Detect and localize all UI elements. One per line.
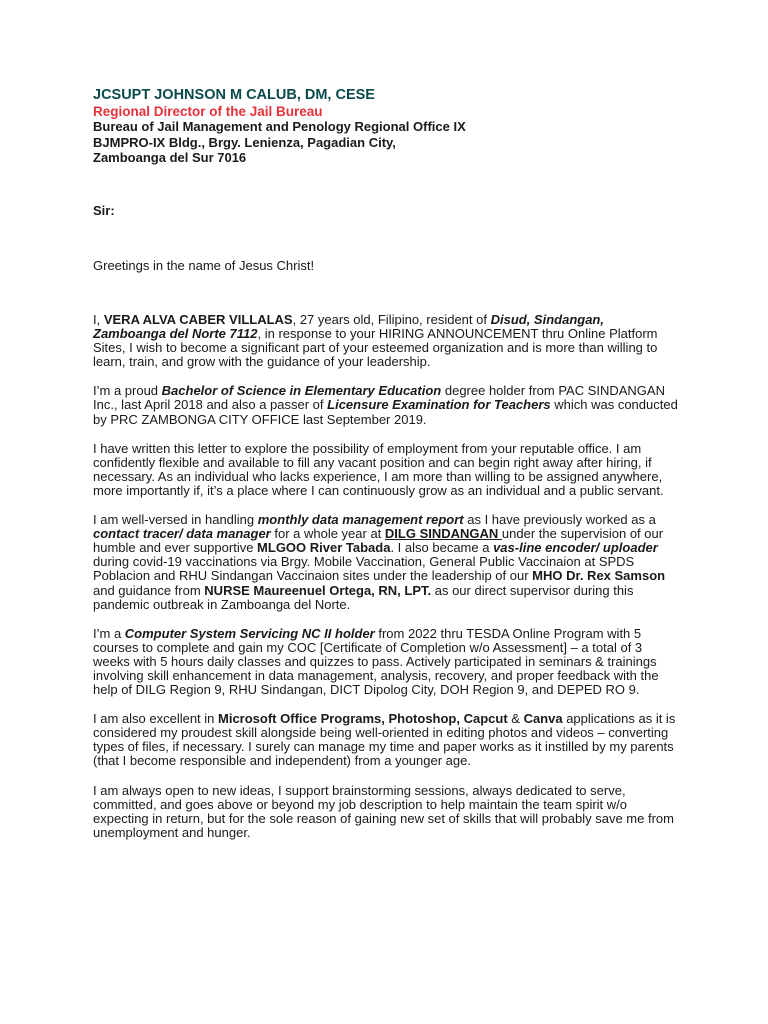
paragraph-line: [93, 726, 693, 740]
body-text: confidently flexible and available to fill any vacant position and can begin right away after hiring, if: [93, 454, 652, 470]
paragraph-line: [93, 313, 693, 327]
recipient-block: [93, 86, 713, 166]
emphasis-text: Computer System Servicing NC II holder: [124, 625, 375, 641]
paragraph-line: [93, 812, 693, 826]
paragraph-line: [93, 669, 693, 683]
body-text: as I have previously worked as a: [463, 512, 656, 528]
emphasis-text: contact tracer/ data manager: [93, 526, 271, 542]
paragraph-line: [93, 569, 693, 583]
body-text: I’m a proud: [93, 383, 162, 399]
recipient-title: Regional Director of the Jail Bureau: [93, 104, 323, 119]
emphasis-text: DILG SINDANGAN: [384, 526, 502, 542]
body-text: expecting in return, but for the sole reason of gaining new set of skills that will probably save me from: [93, 810, 674, 826]
paragraph-line: [93, 341, 693, 355]
body-paragraph: [93, 313, 693, 369]
paragraph-line: [93, 555, 693, 569]
body-text: and guidance from: [93, 582, 205, 598]
paragraph-line: [93, 327, 693, 341]
body-text: &: [507, 711, 524, 727]
body-text: involving skill enhancement in data management, analysis, recovery, and proper feedback with the: [93, 667, 659, 683]
body-text: Poblacion and RHU Sindangan Vaccinaion sites under the leadership of our: [93, 568, 533, 584]
body-text: . I also became a: [390, 540, 494, 556]
emphasis-text: NURSE Maureenuel Ortega, RN, LPT.: [204, 582, 432, 598]
body-text: I have written this letter to explore the possibility of employment from your reputable office. I am: [93, 440, 642, 456]
salutation: Sir:: [93, 203, 115, 218]
body-text: (that I become responsible and independent) from a younger age.: [93, 753, 471, 769]
body-text: I am well-versed in handling: [93, 512, 258, 528]
body-text: for a whole year at: [270, 526, 385, 542]
paragraph-line: [93, 470, 693, 484]
recipient-address-line: BJMPRO-IX Bldg., Brgy. Lenienza, Pagadian City,: [93, 134, 396, 150]
emphasis-text: Disud, Sindangan,: [490, 312, 604, 327]
body-text: I,: [93, 312, 104, 327]
paragraph-line: [93, 355, 693, 369]
paragraph-line: [93, 784, 693, 798]
emphasis-text: Canva: [523, 711, 563, 727]
emphasis-text: Licensure Examination for Teachers: [327, 397, 551, 413]
body-paragraph: [93, 784, 693, 840]
emphasis-text: Bachelor of Science in Elementary Education: [161, 383, 442, 399]
body-text: which was conducted: [550, 397, 678, 413]
greeting: Greetings in the name of Jesus Christ!: [93, 258, 315, 273]
body-text: weeks with 5 hours daily classes and quizzes to pass. Actively participated in seminars & trainings: [93, 653, 657, 669]
paragraph-line: [93, 627, 693, 641]
paragraph-line: [93, 598, 693, 612]
body-text: pandemic outbreak in Zamboanga del Norte.: [93, 596, 351, 612]
body-text: types of files, if necessary. I surely can manage my time and paper works as it instilled by my parents: [93, 739, 674, 755]
emphasis-text: Zamboanga del Norte 7112: [93, 326, 258, 342]
paragraph-line: [93, 754, 693, 768]
body-text: more importantly if, it’s a place where I can continuously grow as an individual and a public servant.: [93, 482, 664, 498]
paragraph-line: [93, 641, 693, 655]
paragraph-line: [93, 456, 693, 470]
body-text: by PRC ZAMBONGA CITY OFFICE last September 2019.: [93, 411, 427, 427]
paragraph-line: [93, 655, 693, 669]
body-paragraph: [93, 442, 693, 498]
body-text: unemployment and hunger.: [93, 824, 251, 840]
body-paragraph: [93, 513, 693, 612]
recipient-name: JCSUPT JOHNSON M CALUB, DM, CESE: [93, 87, 375, 103]
emphasis-text: MLGOO River Tabada: [257, 540, 391, 556]
emphasis-text: VERA ALVA CABER VILLALAS: [103, 312, 293, 327]
body-text: Inc., last April 2018 and also a passer of: [93, 397, 328, 413]
body-text: committed, and goes above or beyond my job description to help maintain the team spirit w/o: [93, 796, 628, 812]
paragraph-line: [93, 484, 693, 498]
paragraph-line: [93, 527, 693, 541]
body-text: considered my proudest skill alongside being well-oriented in editing photos and videos – converting: [93, 725, 669, 741]
paragraph-line: [93, 413, 693, 427]
body-text: I am always open to new ideas, I support brainstorming sessions, always dedicated to serve,: [93, 782, 626, 798]
paragraph-line: [93, 584, 693, 598]
paragraph-line: [93, 740, 693, 754]
body-text: , in response to your HIRING ANNOUNCEMENT thru Online Platform: [257, 326, 658, 342]
paragraph-line: [93, 798, 693, 812]
body-text: necessary. As an individual who lacks experience, I am more than willing to be assigned anywhere,: [93, 468, 663, 484]
body-text: during covid-19 vaccinations via Brgy. Mobile Vaccination, General Public Vaccinaion at SPDS: [93, 554, 635, 570]
paragraph-line: [93, 384, 693, 398]
paragraph-line: [93, 541, 693, 555]
body-text: under the supervision of our: [501, 526, 664, 542]
body-text: courses to complete and gain my COC [Certificate of Completion w/o Assessment] – a total of 3: [93, 639, 643, 655]
paragraph-line: [93, 826, 693, 840]
body-text: Sites, I wish to become a significant part of your esteemed organization and is more than willing to: [93, 340, 658, 356]
body-text: humble and ever supportive: [93, 540, 258, 556]
body-text: help of DILG Region 9, RHU Sindangan, DICT Dipolog City, DOH Region 9, and DEPED RO 9.: [93, 682, 640, 698]
body-text: applications as it is: [562, 711, 676, 727]
paragraph-line: [93, 398, 693, 412]
body-text: , 27 years old, Filipino, resident of: [292, 312, 491, 327]
paragraph-line: [93, 442, 693, 456]
body-paragraph: [93, 384, 693, 426]
body-text: from 2022 thru TESDA Online Program with 5: [374, 625, 642, 641]
paragraph-line: [93, 513, 693, 527]
emphasis-text: monthly data management report: [257, 512, 464, 528]
body-paragraph: [93, 712, 693, 768]
paragraph-line: [93, 683, 693, 697]
body-text: I am also excellent in: [93, 711, 219, 727]
emphasis-text: Microsoft Office Programs, Photoshop, Capcut: [218, 711, 508, 727]
body-text: as our direct supervisor during this: [431, 582, 634, 598]
body-text: degree holder from PAC SINDANGAN: [441, 383, 665, 399]
paragraph-line: [93, 712, 693, 726]
body-text: I’m a: [93, 625, 125, 641]
recipient-address-line: Zamboanga del Sur 7016: [93, 150, 247, 165]
emphasis-text: MHO Dr. Rex Samson: [532, 568, 666, 584]
body-paragraph: [93, 627, 693, 697]
emphasis-text: vas-line encoder/ uploader: [493, 540, 658, 556]
recipient-address-line: Bureau of Jail Management and Penology Regional Office IX: [93, 119, 466, 134]
letter-body: [93, 313, 693, 855]
body-text: learn, train, and grow with the guidance of your leadership.: [93, 354, 431, 370]
